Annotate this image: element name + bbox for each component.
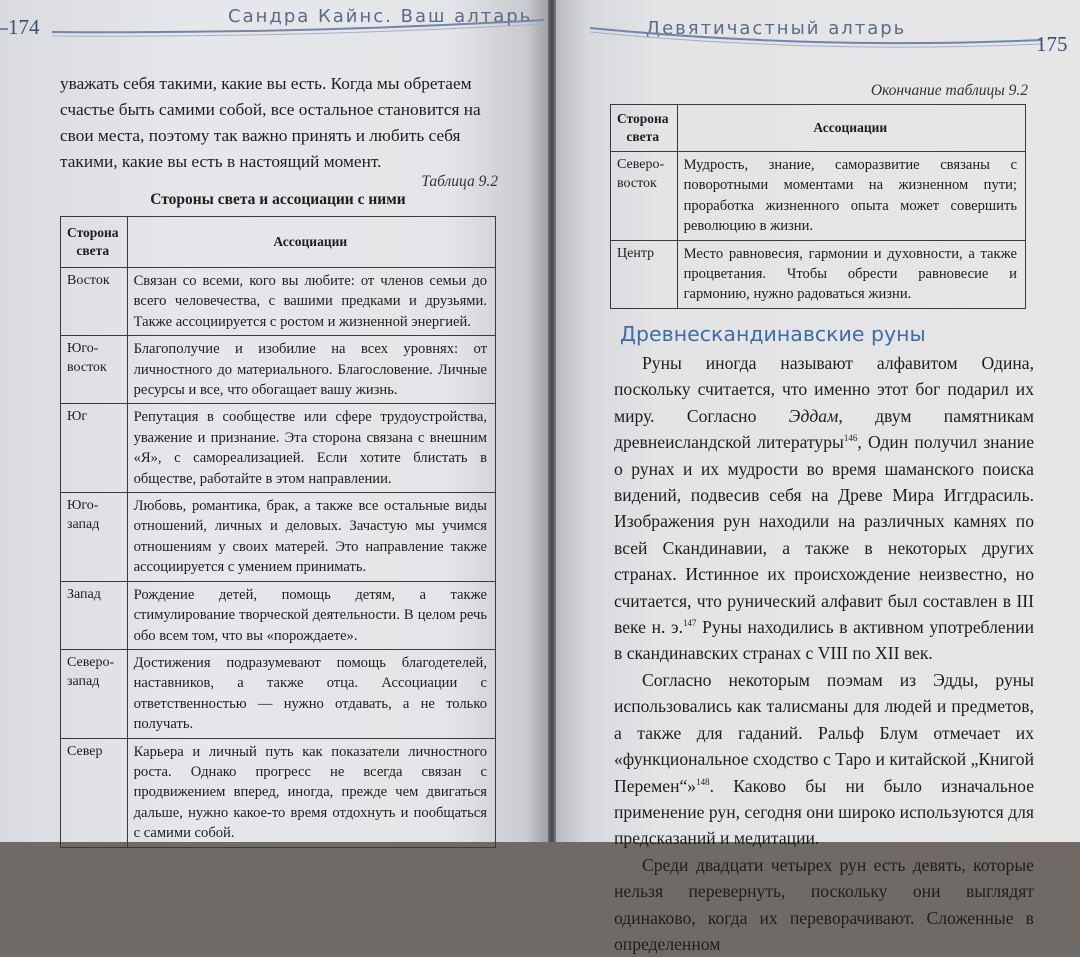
footnote-ref[interactable]: 148	[696, 776, 710, 787]
direction-cell: Юг	[61, 404, 128, 493]
right-page	[556, 0, 1080, 954]
table-row	[61, 738, 496, 847]
table-caption: Таблица 9.2	[421, 173, 498, 190]
section-heading: Древнескандинавские руны	[620, 322, 926, 346]
text-line: счастье быть самими собой, все остальное становится на	[60, 100, 481, 119]
table-header-row	[611, 105, 1026, 152]
direction-cell: Юго-запад	[61, 493, 128, 582]
text-run: . Каково бы ни было изначальное применение рун, сегодня они широко используются для предсказаний и медитации.	[614, 775, 1034, 849]
left-page	[0, 0, 548, 842]
association-cell: Место равновесия, гармонии и духовности, а также процветания. Чтобы обрести равновесие и гармонию, нужно радоваться жизни.	[677, 240, 1025, 308]
text-run: Руны находились в активном употреблении в скандинавских странах с VIII по XII век.	[614, 617, 1034, 664]
column-header-associations: Ассоциации	[127, 217, 495, 268]
italic-term: Эддам	[788, 405, 839, 426]
direction-cell: Восток	[61, 268, 128, 336]
directions-table	[60, 216, 496, 848]
table-row	[611, 152, 1026, 241]
association-cell: Благополучие и изобилие на всех уровнях: от личностного до материального. Благословение. Личные ресурсы и все, что обогащает вашу жизнь.	[127, 336, 495, 404]
text-run: , Один получил знание о рунах и их мудрости во время шаманского поиска видений, подвесив себя на Древе Мира Иггдрасиль. Изображения рун находили на различных камнях по всей Скандинавии, а также в некоторых других странах. Истинное их происхождение неизвестно, но считается, что рунический алфавит был составлен в III веке н. э.	[614, 432, 1035, 638]
intro-paragraph	[60, 71, 500, 175]
direction-cell: Юго-восток	[61, 336, 128, 404]
running-head: Сандра Кайнс. Ваш алтарь	[228, 6, 533, 27]
table-row	[61, 581, 496, 649]
paragraph	[614, 350, 1034, 667]
body-text	[614, 350, 1034, 957]
footnote-ref[interactable]: 146	[843, 433, 858, 444]
paragraph	[614, 667, 1034, 852]
text-run: Среди двадцати четырех рун есть девять, которые нельзя перевернуть, поскольку они выглядят одинаково, когда их переворачивают. Сложенные в определенном	[614, 854, 1034, 954]
association-cell: Любовь, романтика, брак, а также все остальные виды отношений, личных и деловых. Зачастую мы учимся отношениям у своих матерей. Это направление также ассоциируется с умением принимать.	[127, 493, 495, 582]
table-title: Стороны света и ассоциации с ними	[150, 191, 406, 208]
text-line: свои места, поэтому так важно принять и любить себя	[60, 126, 461, 145]
text-line: уважать себя такими, какие вы есть. Когда мы обретаем	[60, 74, 472, 93]
header-rule-stub	[0, 28, 8, 30]
table-caption: Окончание таблицы 9.2	[870, 82, 1028, 99]
text-run: , двум памятникам древнеисландской литературы	[614, 405, 1035, 453]
association-cell: Рождение детей, помощь детям, а также стимулирование творческой деятельности. В целом речь обо всем том, что вы «порождаете».	[127, 581, 495, 649]
header-rule	[586, 22, 1046, 56]
direction-cell: Запад	[61, 581, 128, 649]
text-run: Согласно некоторым поэмам из Эдды, руны использовались как талисманы для людей и предметов, а также для гаданий. Ральф Блум отмечает их «функциональное сходство с Таро и китайской „Книгой Перемен“»	[614, 669, 1034, 796]
running-head: Девятичастный алтарь	[646, 18, 907, 39]
association-cell: Мудрость, знание, саморазвитие связаны с поворотными моментами на жизненном пути; проработка жизненного опыта может совершить революцию в жизни.	[677, 152, 1025, 241]
header-rule	[48, 14, 548, 44]
association-cell: Связан со всеми, кого вы любите: от членов семьи до всего человечества, с вашими предками и друзьями. Также ассоциируется с ростом и жизненной энергией.	[127, 268, 495, 336]
column-header-associations: Ассоциации	[677, 105, 1025, 152]
column-header-direction: Сторона света	[61, 217, 128, 268]
table-header-row	[61, 217, 496, 268]
table-row	[61, 336, 496, 404]
table-row	[61, 649, 496, 738]
association-cell: Достижения подразумевают помощь благодетелей, наставников, а также отца. Ассоциации с ответственностью — нужно отдавать, а не только получать.	[127, 649, 495, 738]
table-row	[61, 404, 496, 493]
text-run: Руны иногда называют алфавитом Одина, поскольку считается, что именно этот бог подарил их миру. Согласно	[614, 353, 1034, 426]
association-cell: Репутация в сообществе или сфере трудоустройства, уважение и признание. Эта сторона связана с внешним «Я», с самореализацией. Если хотите блистать в обществе, работайте в этом направлении.	[127, 404, 495, 493]
association-cell: Карьера и личный путь как показатели личностного роста. Однако прогресс не всегда связан с продвижением вперед, иногда, прежде чем двигаться дальше, нужно какое-то время отдохнуть и пообщаться с самими собой.	[127, 738, 495, 847]
page-number: 174	[8, 15, 40, 39]
direction-cell: Северо-запад	[61, 649, 128, 738]
text-line: такими, какие вы есть в настоящий момент.	[60, 152, 382, 171]
page-number: 175	[1036, 32, 1068, 56]
direction-cell: Северо-восток	[611, 152, 678, 241]
direction-cell: Центр	[611, 240, 678, 308]
table-row	[61, 268, 496, 336]
book-gutter	[548, 0, 556, 842]
directions-table-continued	[610, 104, 1026, 309]
table-row	[611, 240, 1026, 308]
direction-cell: Север	[61, 738, 128, 847]
table-row	[61, 493, 496, 582]
paragraph	[614, 852, 1034, 957]
column-header-direction: Сторона света	[611, 105, 678, 152]
footnote-ref[interactable]: 147	[682, 618, 697, 629]
